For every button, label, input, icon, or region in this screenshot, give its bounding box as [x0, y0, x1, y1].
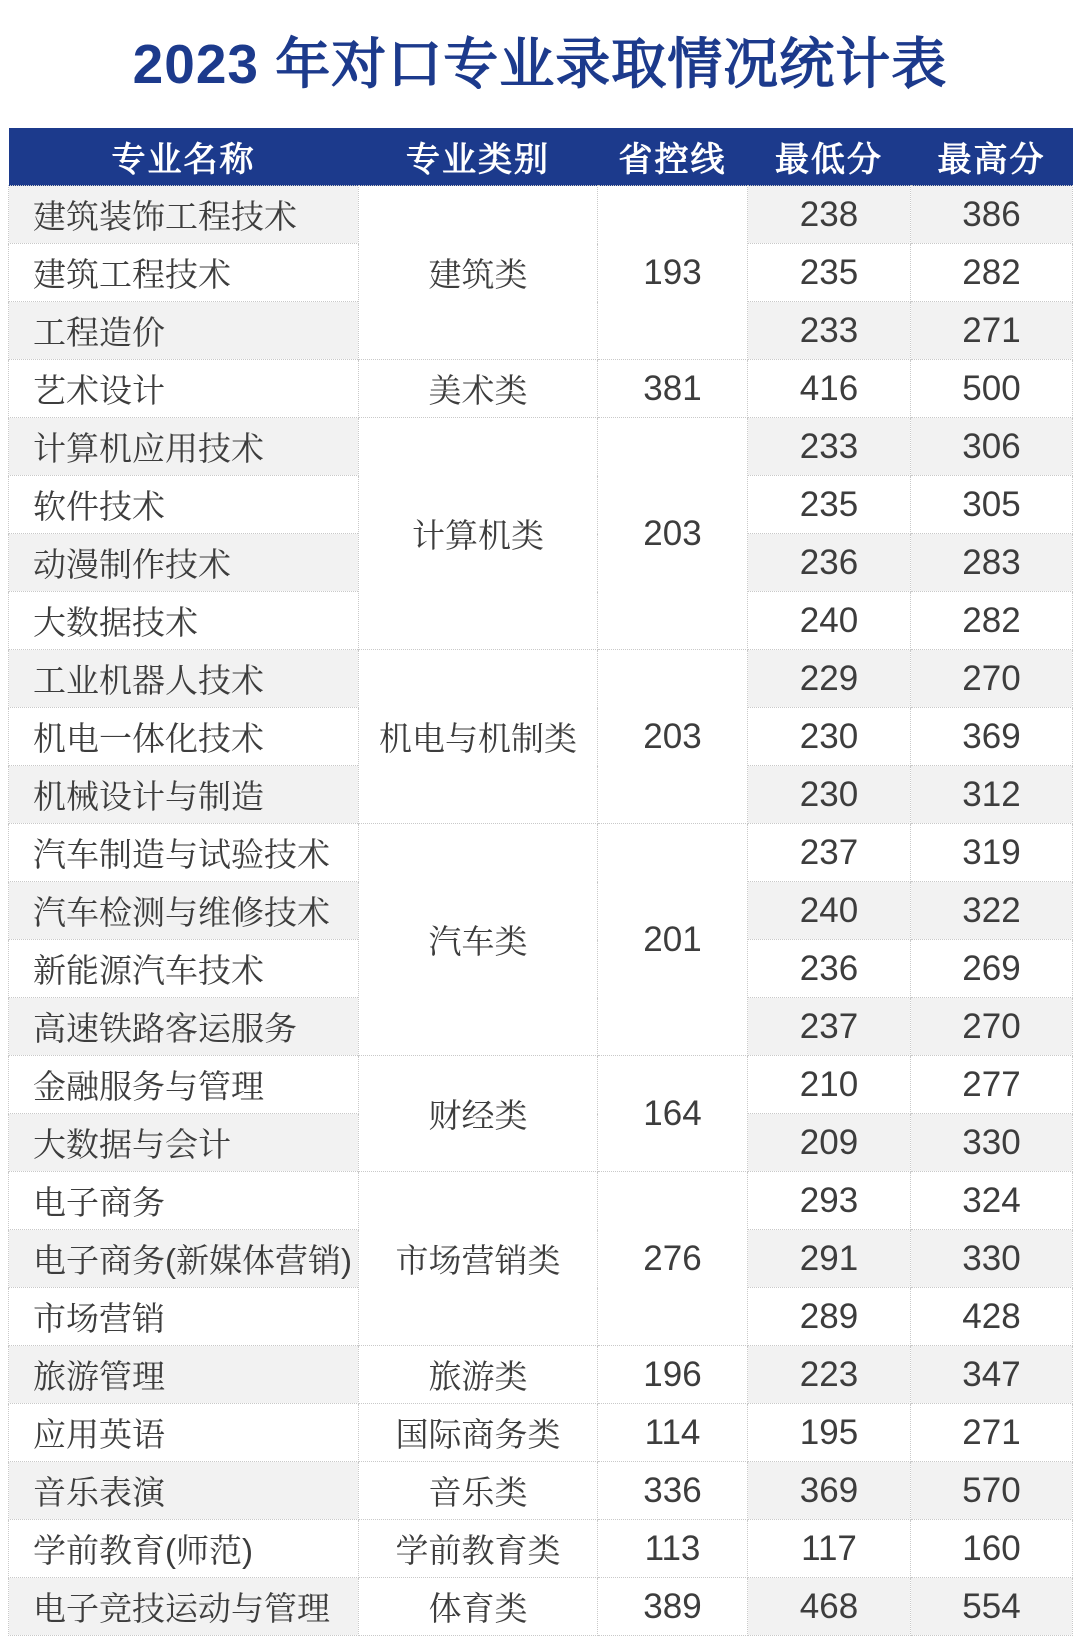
min-score-cell: 230 — [748, 766, 911, 824]
major-name-cell: 工程造价 — [9, 302, 359, 360]
max-score-cell: 312 — [911, 766, 1073, 824]
table-row — [9, 824, 1073, 882]
max-score-cell: 554 — [911, 1578, 1073, 1636]
control-line-cell: 203 — [598, 650, 748, 824]
table-body — [9, 186, 1073, 1636]
min-score-cell: 233 — [748, 418, 911, 476]
major-name-cell: 机械设计与制造 — [9, 766, 359, 824]
min-score-cell: 293 — [748, 1172, 911, 1230]
max-score-cell: 500 — [911, 360, 1073, 418]
table-row — [9, 1462, 1073, 1520]
major-name-cell: 建筑工程技术 — [9, 244, 359, 302]
min-score-cell: 291 — [748, 1230, 911, 1288]
max-score-cell: 282 — [911, 244, 1073, 302]
max-score-cell: 347 — [911, 1346, 1073, 1404]
major-name-cell: 汽车制造与试验技术 — [9, 824, 359, 882]
table-row — [9, 1056, 1073, 1114]
max-score-cell: 369 — [911, 708, 1073, 766]
min-score-cell: 117 — [748, 1520, 911, 1578]
major-name-cell: 大数据与会计 — [9, 1114, 359, 1172]
min-score-cell: 289 — [748, 1288, 911, 1346]
major-name-cell: 机电一体化技术 — [9, 708, 359, 766]
category-cell: 汽车类 — [359, 824, 598, 1056]
column-header: 省控线 — [598, 128, 748, 186]
min-score-cell: 195 — [748, 1404, 911, 1462]
min-score-cell: 237 — [748, 824, 911, 882]
max-score-cell: 306 — [911, 418, 1073, 476]
min-score-cell: 416 — [748, 360, 911, 418]
control-line-cell: 164 — [598, 1056, 748, 1172]
table-row — [9, 1578, 1073, 1636]
major-name-cell: 应用英语 — [9, 1404, 359, 1462]
table-row — [9, 650, 1073, 708]
max-score-cell: 386 — [911, 186, 1073, 244]
major-name-cell: 电子商务 — [9, 1172, 359, 1230]
control-line-cell: 193 — [598, 186, 748, 360]
category-cell: 建筑类 — [359, 186, 598, 360]
table-row — [9, 1404, 1073, 1462]
max-score-cell: 270 — [911, 998, 1073, 1056]
min-score-cell: 229 — [748, 650, 911, 708]
max-score-cell: 319 — [911, 824, 1073, 882]
max-score-cell: 269 — [911, 940, 1073, 998]
min-score-cell: 235 — [748, 476, 911, 534]
max-score-cell: 305 — [911, 476, 1073, 534]
category-cell: 国际商务类 — [359, 1404, 598, 1462]
max-score-cell: 570 — [911, 1462, 1073, 1520]
control-line-cell: 196 — [598, 1346, 748, 1404]
max-score-cell: 324 — [911, 1172, 1073, 1230]
control-line-cell: 201 — [598, 824, 748, 1056]
major-name-cell: 电子竞技运动与管理 — [9, 1578, 359, 1636]
min-score-cell: 236 — [748, 534, 911, 592]
max-score-cell: 277 — [911, 1056, 1073, 1114]
min-score-cell: 230 — [748, 708, 911, 766]
category-cell: 体育类 — [359, 1578, 598, 1636]
max-score-cell: 282 — [911, 592, 1073, 650]
column-header: 最高分 — [911, 128, 1073, 186]
column-header: 专业名称 — [9, 128, 359, 186]
page-title: 2023 年对口专业录取情况统计表 — [132, 33, 948, 95]
min-score-cell: 240 — [748, 882, 911, 940]
table-row — [9, 1172, 1073, 1230]
min-score-cell: 209 — [748, 1114, 911, 1172]
table-header — [9, 128, 1073, 186]
major-name-cell: 汽车检测与维修技术 — [9, 882, 359, 940]
max-score-cell: 428 — [911, 1288, 1073, 1346]
control-line-cell: 113 — [598, 1520, 748, 1578]
min-score-cell: 468 — [748, 1578, 911, 1636]
major-name-cell: 动漫制作技术 — [9, 534, 359, 592]
major-name-cell: 大数据技术 — [9, 592, 359, 650]
min-score-cell: 223 — [748, 1346, 911, 1404]
category-cell: 音乐类 — [359, 1462, 598, 1520]
category-cell: 财经类 — [359, 1056, 598, 1172]
major-name-cell: 音乐表演 — [9, 1462, 359, 1520]
major-name-cell: 旅游管理 — [9, 1346, 359, 1404]
min-score-cell: 369 — [748, 1462, 911, 1520]
major-name-cell: 高速铁路客运服务 — [9, 998, 359, 1056]
table-row — [9, 1520, 1073, 1578]
min-score-cell: 233 — [748, 302, 911, 360]
category-cell: 计算机类 — [359, 418, 598, 650]
control-line-cell: 203 — [598, 418, 748, 650]
major-name-cell: 学前教育(师范) — [9, 1520, 359, 1578]
min-score-cell: 240 — [748, 592, 911, 650]
max-score-cell: 322 — [911, 882, 1073, 940]
table-row — [9, 1346, 1073, 1404]
max-score-cell: 271 — [911, 1404, 1073, 1462]
major-name-cell: 艺术设计 — [9, 360, 359, 418]
max-score-cell: 271 — [911, 302, 1073, 360]
major-name-cell: 工业机器人技术 — [9, 650, 359, 708]
min-score-cell: 237 — [748, 998, 911, 1056]
max-score-cell: 330 — [911, 1114, 1073, 1172]
major-name-cell: 金融服务与管理 — [9, 1056, 359, 1114]
major-name-cell: 建筑装饰工程技术 — [9, 186, 359, 244]
table-row — [9, 418, 1073, 476]
category-cell: 市场营销类 — [359, 1172, 598, 1346]
min-score-cell: 236 — [748, 940, 911, 998]
major-name-cell: 新能源汽车技术 — [9, 940, 359, 998]
table-row — [9, 186, 1073, 244]
category-cell: 学前教育类 — [359, 1520, 598, 1578]
major-name-cell: 软件技术 — [9, 476, 359, 534]
major-name-cell: 市场营销 — [9, 1288, 359, 1346]
control-line-cell: 389 — [598, 1578, 748, 1636]
max-score-cell: 160 — [911, 1520, 1073, 1578]
control-line-cell: 381 — [598, 360, 748, 418]
major-name-cell: 计算机应用技术 — [9, 418, 359, 476]
admissions-table — [8, 128, 1073, 1636]
category-cell: 美术类 — [359, 360, 598, 418]
min-score-cell: 210 — [748, 1056, 911, 1114]
max-score-cell: 330 — [911, 1230, 1073, 1288]
min-score-cell: 238 — [748, 186, 911, 244]
control-line-cell: 276 — [598, 1172, 748, 1346]
max-score-cell: 283 — [911, 534, 1073, 592]
category-cell: 旅游类 — [359, 1346, 598, 1404]
table-row — [9, 360, 1073, 418]
control-line-cell: 114 — [598, 1404, 748, 1462]
min-score-cell: 235 — [748, 244, 911, 302]
column-header: 最低分 — [748, 128, 911, 186]
max-score-cell: 270 — [911, 650, 1073, 708]
header-row — [9, 128, 1073, 186]
category-cell: 机电与机制类 — [359, 650, 598, 824]
control-line-cell: 336 — [598, 1462, 748, 1520]
column-header: 专业类别 — [359, 128, 598, 186]
major-name-cell: 电子商务(新媒体营销) — [9, 1230, 359, 1288]
